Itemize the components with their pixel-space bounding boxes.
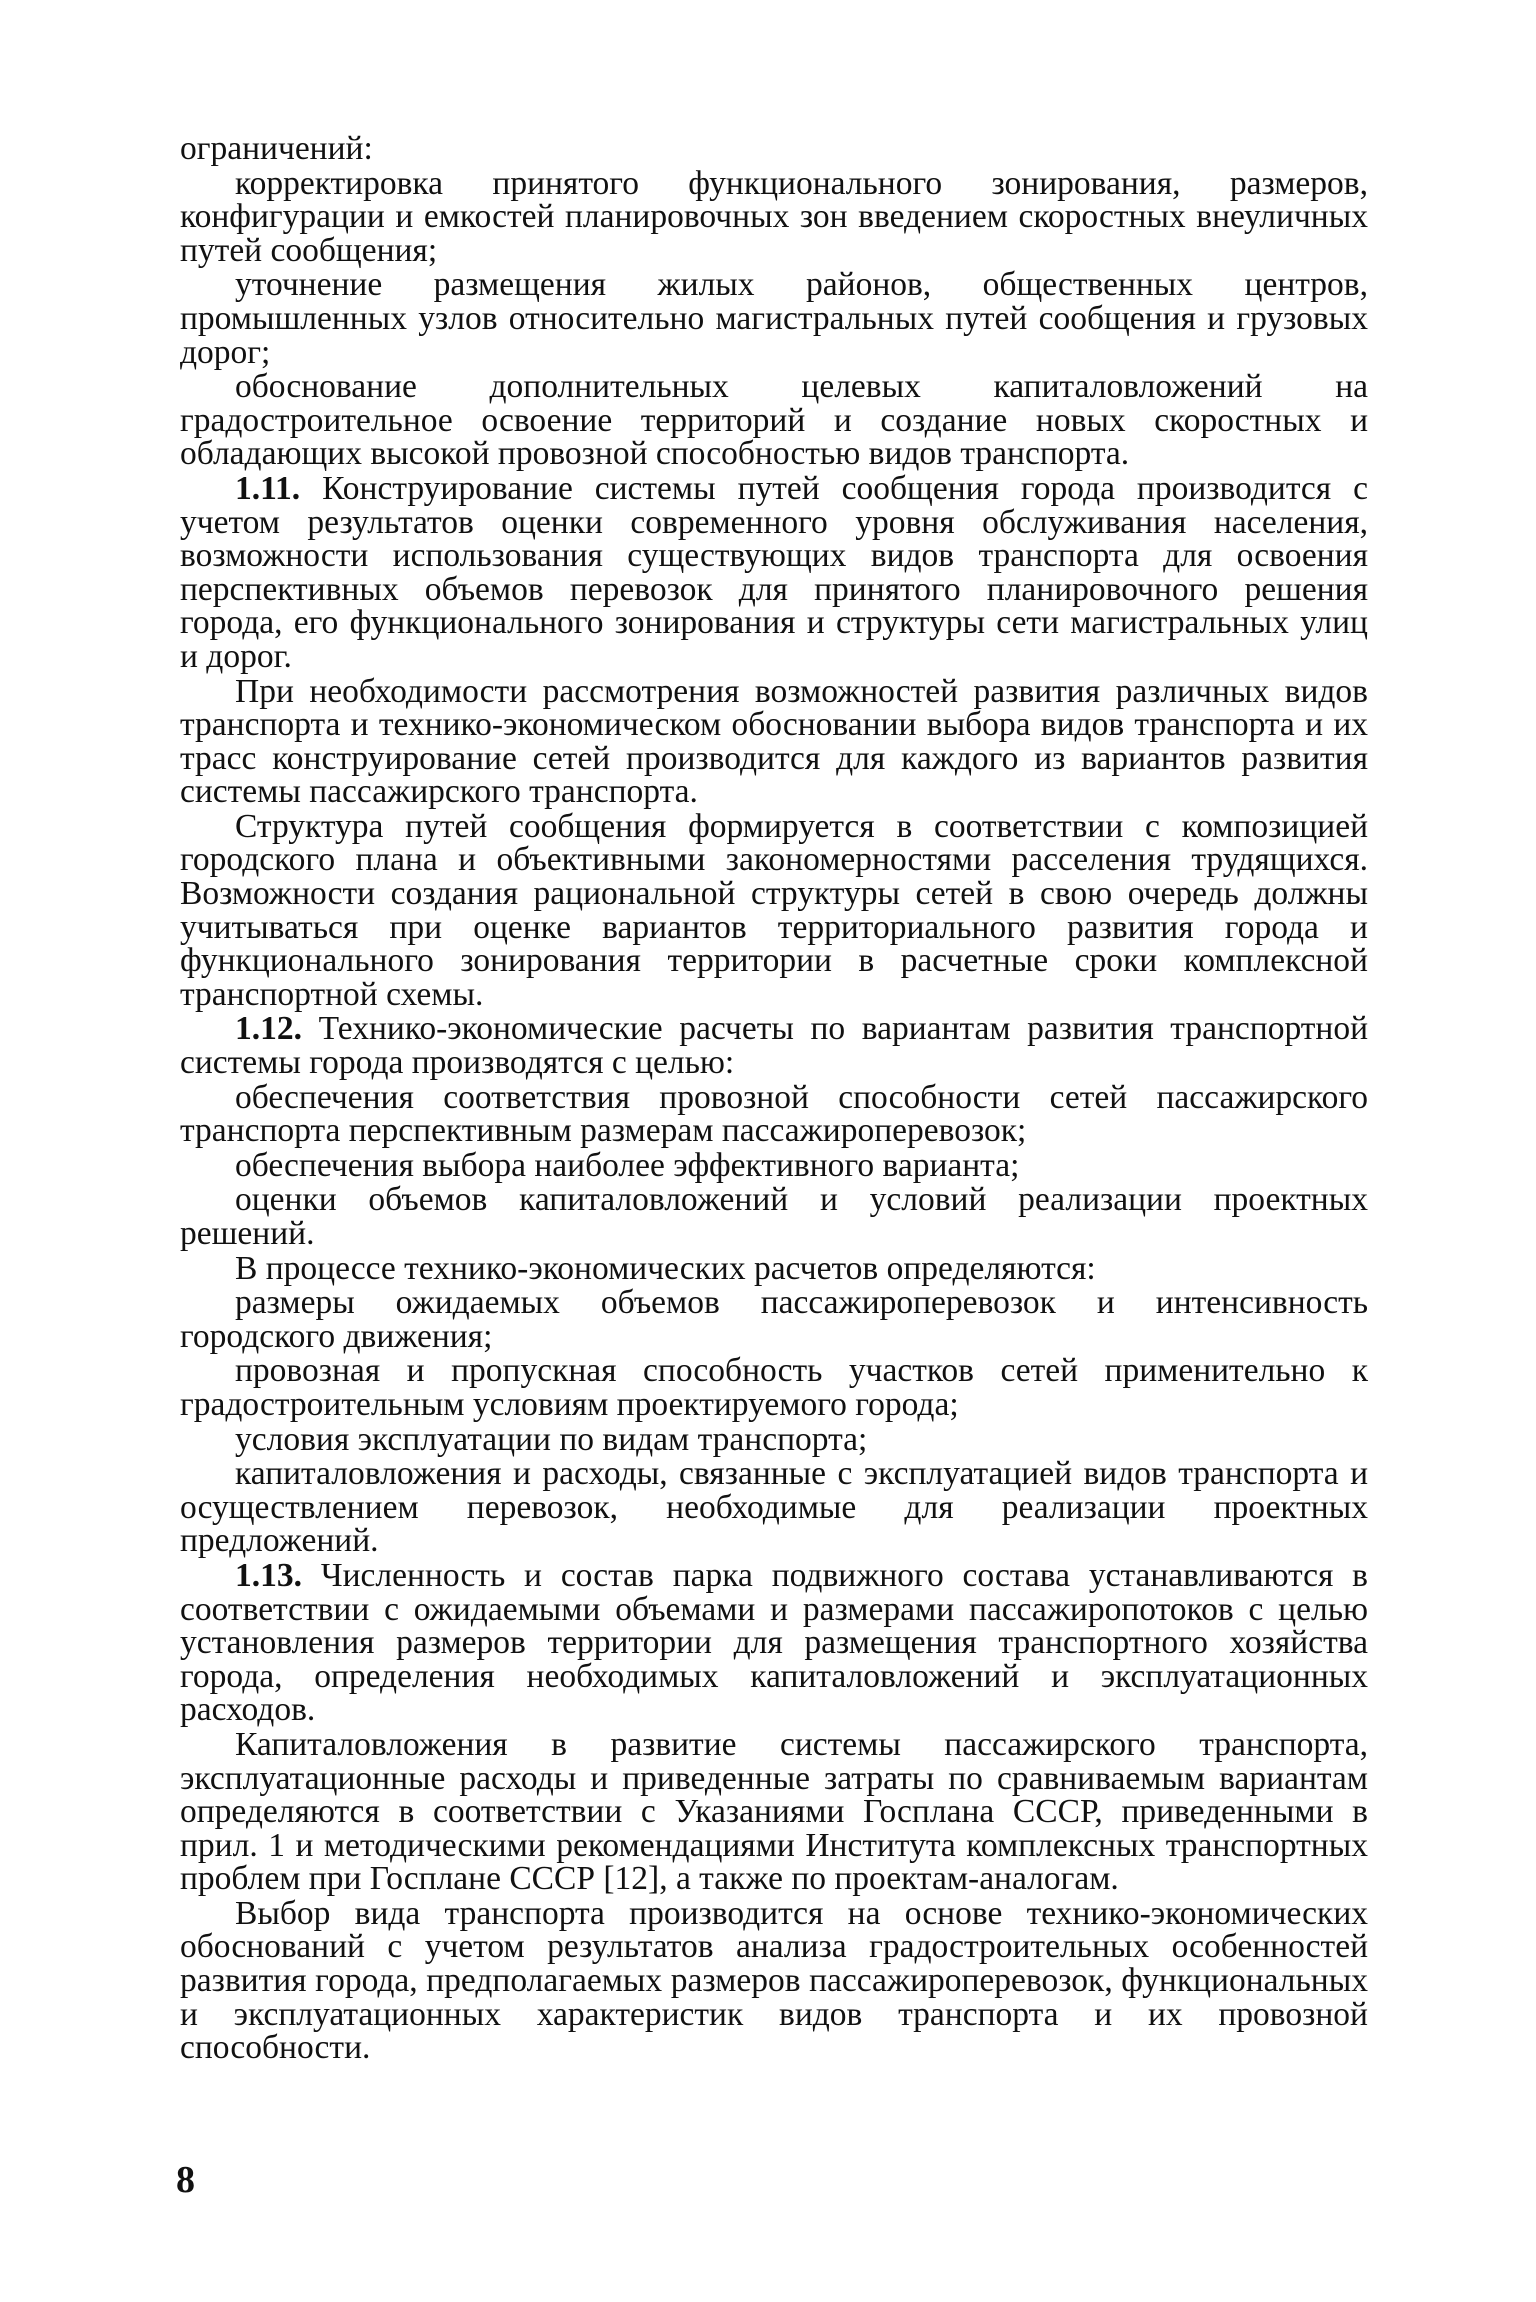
section-number: 1.11. <box>235 469 301 507</box>
section-number: 1.13. <box>235 1556 302 1594</box>
paragraph-11: В процессе технико-экономических расчетов определяются: <box>235 1249 1096 1287</box>
paragraph-17: Капиталовложения в развитие системы пассажирского транспорта, эксплуатационные расходы и приведенные затраты по сравниваемым вариантам определяются в соответствии с Указаниями Госплана СССР, приведенными в прил. 1 и методическими рекомендациями Института комплексных транспортных проблем при Госплане СССР [12], а также по проектам-аналогам. <box>180 1725 1368 1898</box>
paragraph-5: При необходимости рассмотрения возможностей развития различных видов транспорта и технико-экономическом обосновании выбора видов транспорта и их трасс конструирование сетей производится для каждого из вариантов развития системы пассажирского транспорта. <box>180 672 1368 811</box>
paragraph-14: условия эксплуатации по видам транспорта; <box>235 1420 868 1458</box>
paragraph-1: корректировка принятого функционального зонирования, размеров, конфигурации и емкостей планировочных зон введением скоростных внеуличных путей сообщения; <box>180 164 1368 269</box>
section-text: Технико-экономические расчеты по вариантам развития транспортной системы города производятся с целью: <box>180 1010 1368 1082</box>
section-1-11 <box>180 469 1368 675</box>
paragraph-6: Структура путей сообщения формируется в соответствии с композицией городского плана и объективными закономерностями расселения трудящихся. Возможности создания рациональной структуры сетей в свою очередь должны учитываться при оценке вариантов территориального развития города и функционального зонирования территории в расчетные сроки комплексной транспортной схемы. <box>180 807 1368 1013</box>
paragraph-10: оценки объемов капиталовложений и условий реализации проектных решений. <box>180 1181 1368 1252</box>
section-text: Конструирование системы путей сообщения города производится с учетом результатов оценки современного уровня обслуживания населения, возможности использования существующих видов транспорта для освоения перспективных объемов перевозок для принятого планировочного решения города, его функционального зонирования и структуры сети магистральных улиц и дорог. <box>180 469 1368 675</box>
lead-line: ограничений: <box>180 130 373 167</box>
paragraph-13: провозная и пропускная способность участков сетей применительно к градостроительным условиям проектируемого города; <box>180 1352 1368 1423</box>
paragraph-8: обеспечения соответствия провозной способности сетей пассажирского транспорта перспективным размерам пассажироперевозок; <box>180 1078 1368 1150</box>
paragraph-18: Выбор вида транспорта производится на основе технико-экономических обоснований с учетом результатов анализа градостроительных особенностей развития города, предполагаемых размеров пассажироперевозок, функциональных и эксплуатационных характеристик видов транспорта и их провозной способности. <box>180 1894 1368 2067</box>
page-number: 8 <box>176 2159 195 2201</box>
paragraph-12: размеры ожидаемых объемов пассажироперевозок и интенсивность городского движения; <box>180 1284 1368 1355</box>
section-text: Численность и состав парка подвижного состава устанавливаются в соответствии с ожидаемыми объемами и размерами пассажиропотоков с целью установления размеров территории для размещения транспортного хозяйства города, определения необходимых капиталовложений и эксплуатационных расходов. <box>180 1556 1368 1729</box>
paragraph-3: обоснование дополнительных целевых капиталовложений на градостроительное освоение территорий и создание новых скоростных и обладающих высокой провозной способностью видов транспорта. <box>180 368 1368 473</box>
page-body <box>180 132 1368 2066</box>
paragraph-15: капиталовложения и расходы, связанные с эксплуатацией видов транспорта и осуществлением перевозок, необходимые для реализации проектных предложений. <box>180 1455 1368 1560</box>
section-number: 1.12. <box>235 1010 302 1048</box>
section-1-12 <box>180 1010 1368 1082</box>
section-1-13 <box>180 1556 1368 1729</box>
paragraph-9: обеспечения выбора наиболее эффективного варианта; <box>235 1146 1020 1184</box>
paragraph-2: уточнение размещения жилых районов, общественных центров, промышленных узлов относительно магистральных путей сообщения и грузовых дорог; <box>180 266 1368 371</box>
